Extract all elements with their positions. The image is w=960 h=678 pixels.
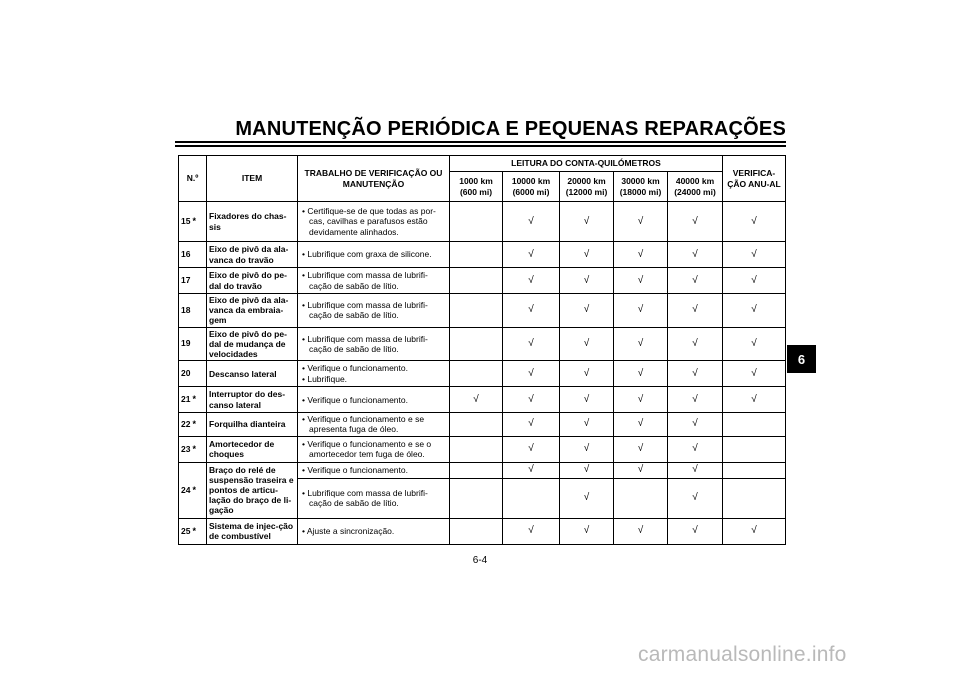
interval-mi: (18000 mi): [619, 186, 662, 197]
check-mark: √: [560, 361, 614, 387]
header-annual: VERIFICA-ÇÃO ANU-AL: [723, 156, 786, 202]
item-name: Descanso lateral: [207, 361, 298, 387]
asterisk-mark: *: [192, 443, 196, 454]
check-mark: √: [668, 462, 723, 478]
item-name: Interruptor do des-canso lateral: [207, 387, 298, 413]
row-number-text: 24: [181, 484, 191, 495]
item-name: Eixo de pivô da ala-vanca da embraia-gem: [207, 294, 298, 328]
check-mark: √: [614, 327, 668, 361]
watermark: carmanualsonline.info: [638, 643, 847, 666]
check-mark: √: [503, 361, 560, 387]
row-number: [179, 413, 207, 436]
check-mark: √: [503, 327, 560, 361]
empty-cell: [450, 436, 503, 462]
header-interval: [560, 172, 614, 202]
page-title: MANUTENÇÃO PERIÓDICA E PEQUENAS REPARAÇÕES: [235, 118, 786, 140]
header-odometer: LEITURA DO CONTA-QUILÓMETROS: [450, 156, 723, 172]
task-line: • Ajuste a sincronização.: [302, 525, 395, 536]
table-row: [179, 361, 786, 387]
row-number: [179, 242, 207, 268]
check-mark: √: [560, 268, 614, 294]
check-mark: √: [668, 361, 723, 387]
row-number-text: 17: [181, 275, 191, 286]
table-row: [179, 413, 786, 436]
check-mark: √: [723, 518, 786, 544]
check-mark: √: [503, 268, 560, 294]
check-mark: √: [723, 242, 786, 268]
check-mark: √: [668, 327, 723, 361]
table-row: [179, 294, 786, 328]
check-mark: √: [723, 361, 786, 387]
interval-km: 20000 km: [567, 176, 606, 187]
task-line: • Verifique o funcionamento.: [302, 363, 408, 374]
row-number: [179, 294, 207, 328]
check-mark: √: [503, 242, 560, 268]
table-row: [179, 436, 786, 462]
table-row: [179, 387, 786, 413]
item-name: Sistema de injec-ção de combustível: [207, 518, 298, 544]
check-mark: √: [450, 387, 503, 413]
page-number: 6-4: [472, 555, 488, 566]
row-number-text: 16: [181, 249, 191, 260]
check-mark: √: [614, 518, 668, 544]
check-mark: √: [560, 294, 614, 328]
empty-cell: [614, 478, 668, 518]
row-number: [179, 518, 207, 544]
header-item: ITEM: [207, 156, 298, 202]
check-mark: √: [614, 387, 668, 413]
empty-cell: [450, 242, 503, 268]
row-number: [179, 387, 207, 413]
empty-cell: [450, 202, 503, 242]
check-mark: √: [668, 242, 723, 268]
check-mark: √: [503, 413, 560, 436]
asterisk-mark: *: [192, 484, 196, 495]
task-line: • Lubrifique com massa de lubrifi-cação de sabão de lítio.: [302, 333, 428, 354]
row-number-text: 21: [181, 394, 191, 405]
task-description: [298, 268, 450, 294]
check-mark: √: [668, 436, 723, 462]
check-mark: √: [614, 202, 668, 242]
interval-mi: (6000 mi): [512, 186, 550, 197]
check-mark: √: [503, 387, 560, 413]
task-line: • Verifique o funcionamento e se apresenta fuga de óleo.: [302, 414, 425, 435]
task-description: [298, 361, 450, 387]
chapter-tab: 6: [787, 345, 816, 373]
check-mark: √: [560, 436, 614, 462]
task-line: • Lubrifique com massa de lubrifi-cação de sabão de lítio.: [302, 300, 428, 321]
asterisk-mark: *: [192, 418, 196, 429]
empty-cell: [723, 413, 786, 436]
task-line: • Lubrifique com massa de lubrifi-cação de sabão de lítio.: [302, 487, 428, 508]
interval-km: 10000 km: [511, 176, 551, 187]
task-description: [298, 387, 450, 413]
asterisk-mark: *: [192, 525, 196, 536]
task-line: • Verifique o funcionamento.: [302, 394, 408, 405]
header-work: TRABALHO DE VERIFICAÇÃO OU MANUTENÇÃO: [298, 156, 450, 202]
table-row: [179, 202, 786, 242]
interval-mi: (12000 mi): [565, 186, 608, 197]
row-number: [179, 462, 207, 518]
maintenance-table: [178, 155, 786, 545]
row-number-text: 15: [181, 216, 191, 227]
check-mark: √: [668, 202, 723, 242]
item-name: Fixadores do chas-sis: [207, 202, 298, 242]
empty-cell: [450, 478, 503, 518]
header-interval: [503, 172, 560, 202]
empty-cell: [723, 436, 786, 462]
row-number-text: 18: [181, 304, 191, 315]
empty-cell: [450, 294, 503, 328]
empty-cell: [450, 462, 503, 478]
check-mark: √: [614, 361, 668, 387]
task-description: [298, 294, 450, 328]
task-description: [298, 413, 450, 436]
interval-km: 1000 km: [459, 176, 493, 187]
empty-cell: [503, 478, 560, 518]
check-mark: √: [560, 242, 614, 268]
task-line: • Lubrifique com massa de lubrifi-cação de sabão de lítio.: [302, 270, 428, 291]
check-mark: √: [503, 436, 560, 462]
check-mark: √: [560, 327, 614, 361]
asterisk-mark: *: [192, 216, 196, 227]
check-mark: √: [668, 268, 723, 294]
check-mark: √: [560, 518, 614, 544]
task-line: • Lubrifique com graxa de silicone.: [302, 249, 432, 260]
check-mark: √: [614, 268, 668, 294]
row-number-text: 19: [181, 338, 191, 349]
check-mark: √: [614, 413, 668, 436]
check-mark: √: [503, 294, 560, 328]
check-mark: √: [614, 462, 668, 478]
interval-km: 40000 km: [675, 176, 715, 187]
task-description: [298, 518, 450, 544]
asterisk-mark: *: [192, 394, 196, 405]
check-mark: √: [614, 436, 668, 462]
empty-cell: [723, 462, 786, 478]
table-row: [179, 462, 786, 478]
item-name: Eixo de pivô do pe-dal de mudança de velocidades: [207, 327, 298, 361]
task-line: • Verifique o funcionamento e se o amortecedor tem fuga de óleo.: [302, 438, 432, 459]
row-number: [179, 268, 207, 294]
check-mark: √: [723, 294, 786, 328]
title-rule-2: [175, 145, 786, 147]
check-mark: √: [668, 518, 723, 544]
header-interval: [614, 172, 668, 202]
check-mark: √: [560, 462, 614, 478]
item-name: Eixo de pivô do pe-dal do travão: [207, 268, 298, 294]
check-mark: √: [503, 462, 560, 478]
row-number-text: 20: [181, 368, 191, 379]
item-name: Forquilha dianteira: [207, 413, 298, 436]
check-mark: √: [668, 387, 723, 413]
interval-mi: (600 mi): [459, 186, 493, 197]
item-name: Amortecedor de choques: [207, 436, 298, 462]
check-mark: √: [560, 478, 614, 518]
check-mark: √: [560, 413, 614, 436]
check-mark: √: [723, 387, 786, 413]
row-number-text: 22: [181, 418, 191, 429]
empty-cell: [450, 518, 503, 544]
check-mark: √: [668, 413, 723, 436]
row-number-text: 23: [181, 443, 191, 454]
task-description: [298, 478, 450, 518]
task-description: [298, 242, 450, 268]
check-mark: √: [723, 268, 786, 294]
task-description: [298, 436, 450, 462]
check-mark: √: [614, 242, 668, 268]
item-name: Eixo de pivô da ala-vanca do travão: [207, 242, 298, 268]
check-mark: √: [668, 294, 723, 328]
check-mark: √: [503, 518, 560, 544]
empty-cell: [450, 361, 503, 387]
task-description: [298, 462, 450, 478]
row-number: [179, 361, 207, 387]
check-mark: √: [614, 294, 668, 328]
row-number: [179, 327, 207, 361]
table-row: [179, 518, 786, 544]
check-mark: √: [503, 202, 560, 242]
table-row: [179, 327, 786, 361]
task-description: [298, 202, 450, 242]
header-no: N.º: [179, 156, 207, 202]
empty-cell: [450, 268, 503, 294]
interval-km: 30000 km: [621, 176, 660, 187]
task-line: • Certifique-se de que todas as por-cas, cavilhas e parafusos estão devidamente alinhados.: [302, 206, 436, 237]
empty-cell: [450, 413, 503, 436]
task-line: • Verifique o funcionamento.: [302, 464, 408, 475]
empty-cell: [450, 327, 503, 361]
check-mark: √: [560, 202, 614, 242]
check-mark: √: [560, 387, 614, 413]
row-number: [179, 436, 207, 462]
interval-mi: (24000 mi): [674, 186, 716, 197]
row-number: [179, 202, 207, 242]
task-line: • Lubrifique.: [302, 373, 348, 384]
task-description: [298, 327, 450, 361]
check-mark: √: [723, 327, 786, 361]
table-row: [179, 268, 786, 294]
check-mark: √: [668, 478, 723, 518]
title-rule: [175, 141, 786, 143]
header-interval: [450, 172, 503, 202]
table-row: [179, 242, 786, 268]
check-mark: √: [723, 202, 786, 242]
empty-cell: [723, 478, 786, 518]
item-name: Braço do relé de suspensão traseira e pontos de articu-lação do braço de li-gação: [207, 462, 298, 518]
header-interval: [668, 172, 723, 202]
row-number-text: 25: [181, 525, 191, 536]
